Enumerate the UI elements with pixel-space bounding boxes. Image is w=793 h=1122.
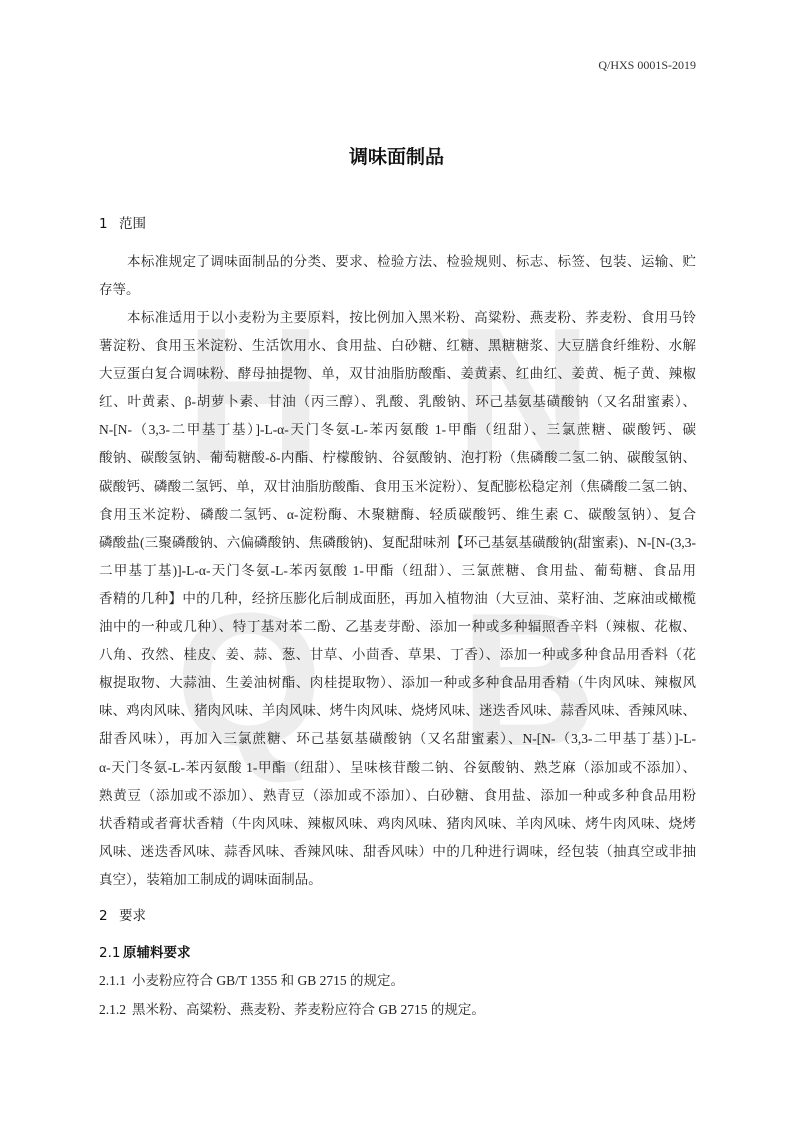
- paragraph-line: 状香精或者膏状香精（牛肉风味、辣椒风味、鸡肉风味、猪肉风味、羊肉风味、烤牛肉风味、烧烤: [99, 815, 696, 831]
- section-title: 范围: [119, 216, 146, 232]
- subsection-number: 2.1: [99, 945, 121, 961]
- paragraph-line: 酸钠、碳酸氢钠、葡萄糖酸-δ-内酯、柠檬酸钠、谷氨酸钠、泡打粉（焦磷酸二氢二钠、碳酸氢钠、: [99, 450, 696, 466]
- watermark-letter: H: [185, 289, 323, 501]
- section-heading-scope: [99, 214, 146, 234]
- section-number: 1: [99, 216, 108, 232]
- watermark-letter: Q: [175, 574, 323, 786]
- paragraph-line: 碳酸钙、磷酸二氢钙、单，双甘油脂肪酸酯、食用玉米淀粉）、复配膨松稳定剂（焦磷酸二氢二钠、: [99, 478, 696, 494]
- subsection-title: 原辅料要求: [123, 945, 191, 961]
- clause-number: 2.1.2: [99, 1002, 126, 1017]
- paragraph-line: 本标准规定了调味面制品的分类、要求、检验方法、检验规则、标志、标签、包装、运输、贮: [127, 254, 696, 269]
- clause-2-1-2: [99, 1000, 485, 1020]
- clause-number: 2.1.1: [99, 973, 126, 988]
- paragraph-line: 熟黄豆（添加或不添加）、熟青豆（添加或不添加）、白砂糖、食用盐、添加一种或多种食品用粉: [99, 787, 696, 803]
- paragraph-line: α-天门冬氨-L-苯丙氨酸 1-甲酯（纽甜）、呈味核苷酸二钠、谷氨酸钠、熟芝麻（添加或不添加）、: [99, 759, 696, 775]
- paragraph-line: 八角、孜然、桂皮、姜、蒜、葱、甘草、小茴香、草果、丁香）、添加一种或多种食品用香料（花: [99, 647, 696, 663]
- paragraph-line: 食用玉米淀粉、磷酸二氢钙、α-淀粉酶、木聚糖酶、轻质碳酸钙、维生素 C、碳酸氢钠）、复合: [99, 506, 696, 522]
- document-title: 调味面制品: [348, 146, 444, 168]
- paragraph-line: 油中的一种或几种）、特丁基对苯二酚、乙基麦芽酚、添加一种或多种辐照香辛料（辣椒、花椒、: [99, 619, 696, 635]
- paragraph-line: 存等。: [99, 282, 140, 298]
- paragraph-line: 本标准适用于以小麦粉为主要原料，按比例加入黑米粉、高粱粉、燕麦粉、荞麦粉、食用马铃: [127, 310, 696, 325]
- subsection-heading-raw-materials: [99, 943, 191, 963]
- paragraph-line: 大豆蛋白复合调味粉、酵母抽提物、单，双甘油脂肪酸酯、姜黄素、红曲红、姜黄、栀子黄、辣椒: [99, 366, 696, 382]
- paragraph-line: 二甲基丁基)]-L-α-天门冬氨-L-苯丙氨酸 1-甲酯（纽甜）、三氯蔗糖、食用盐、葡萄糖、食品用: [99, 562, 696, 578]
- scope-paragraph-2: [99, 304, 696, 894]
- clause-text: 小麦粉应符合 GB/T 1355 和 GB 2715 的规定。: [132, 973, 405, 988]
- watermark-letter: B: [460, 574, 598, 786]
- paragraph-line: 磷酸盐(三聚磷酸钠、六偏磷酸钠、焦磷酸钠)、复配甜味剂【环己基氨基磺酸钠(甜蜜素)、N-[N-(3,3-: [99, 534, 696, 550]
- paragraph-line: N-[N-（3,3-二甲基丁基）]-L-α-天门冬氨-L-苯丙氨酸 1-甲酯（纽甜）、三氯蔗糖、碳酸钙、碳: [99, 422, 696, 438]
- paragraph-line: 甜香风味），再加入三氯蔗糖、环己基氨基磺酸钠（又名甜蜜素）、N-[N-（3,3-二甲基丁基）]-L-: [99, 731, 696, 747]
- paragraph-line: 真空），装箱加工制成的调味面制品。: [99, 871, 322, 887]
- section-number: 2: [99, 908, 108, 924]
- section-title: 要求: [119, 908, 146, 924]
- section-heading-requirements: [99, 906, 146, 926]
- paragraph-line: 红、叶黄素、β-胡萝卜素、甘油（丙三醇）、乳酸、乳酸钠、环己基氨基磺酸钠（又名甜蜜素）、: [99, 394, 696, 410]
- scope-paragraph-1: [99, 248, 696, 304]
- paragraph-line: 香精的几种】中的几种，经挤压膨化后制成面胚，再加入植物油（大豆油、菜籽油、芝麻油或橄榄: [99, 590, 696, 606]
- clause-text: 黑米粉、高粱粉、燕麦粉、荞麦粉应符合 GB 2715 的规定。: [132, 1002, 485, 1017]
- paragraph-line: 风味、迷迭香风味、蒜香风味、香辣风味、甜香风味）中的几种进行调味，经包装（抽真空或非抽: [99, 843, 696, 859]
- paragraph-line: 味、鸡肉风味、猪肉风味、羊肉风味、烤牛肉风味、烧烤风味、迷迭香风味、蒜香风味、香辣风味、: [99, 703, 696, 719]
- document-code: Q/HXS 0001S-2019: [598, 58, 696, 72]
- clause-2-1-1: [99, 971, 404, 991]
- watermark-letter: N: [455, 289, 593, 501]
- paragraph-line: 椒提取物、大蒜油、生姜油树酯、肉桂提取物）、添加一种或多种食品用香精（牛肉风味、辣椒风: [99, 675, 696, 691]
- paragraph-line: 薯淀粉、食用玉米淀粉、生活饮用水、食用盐、白砂糖、红糖、黑糖糖浆、大豆膳食纤维粉、水解: [99, 338, 696, 354]
